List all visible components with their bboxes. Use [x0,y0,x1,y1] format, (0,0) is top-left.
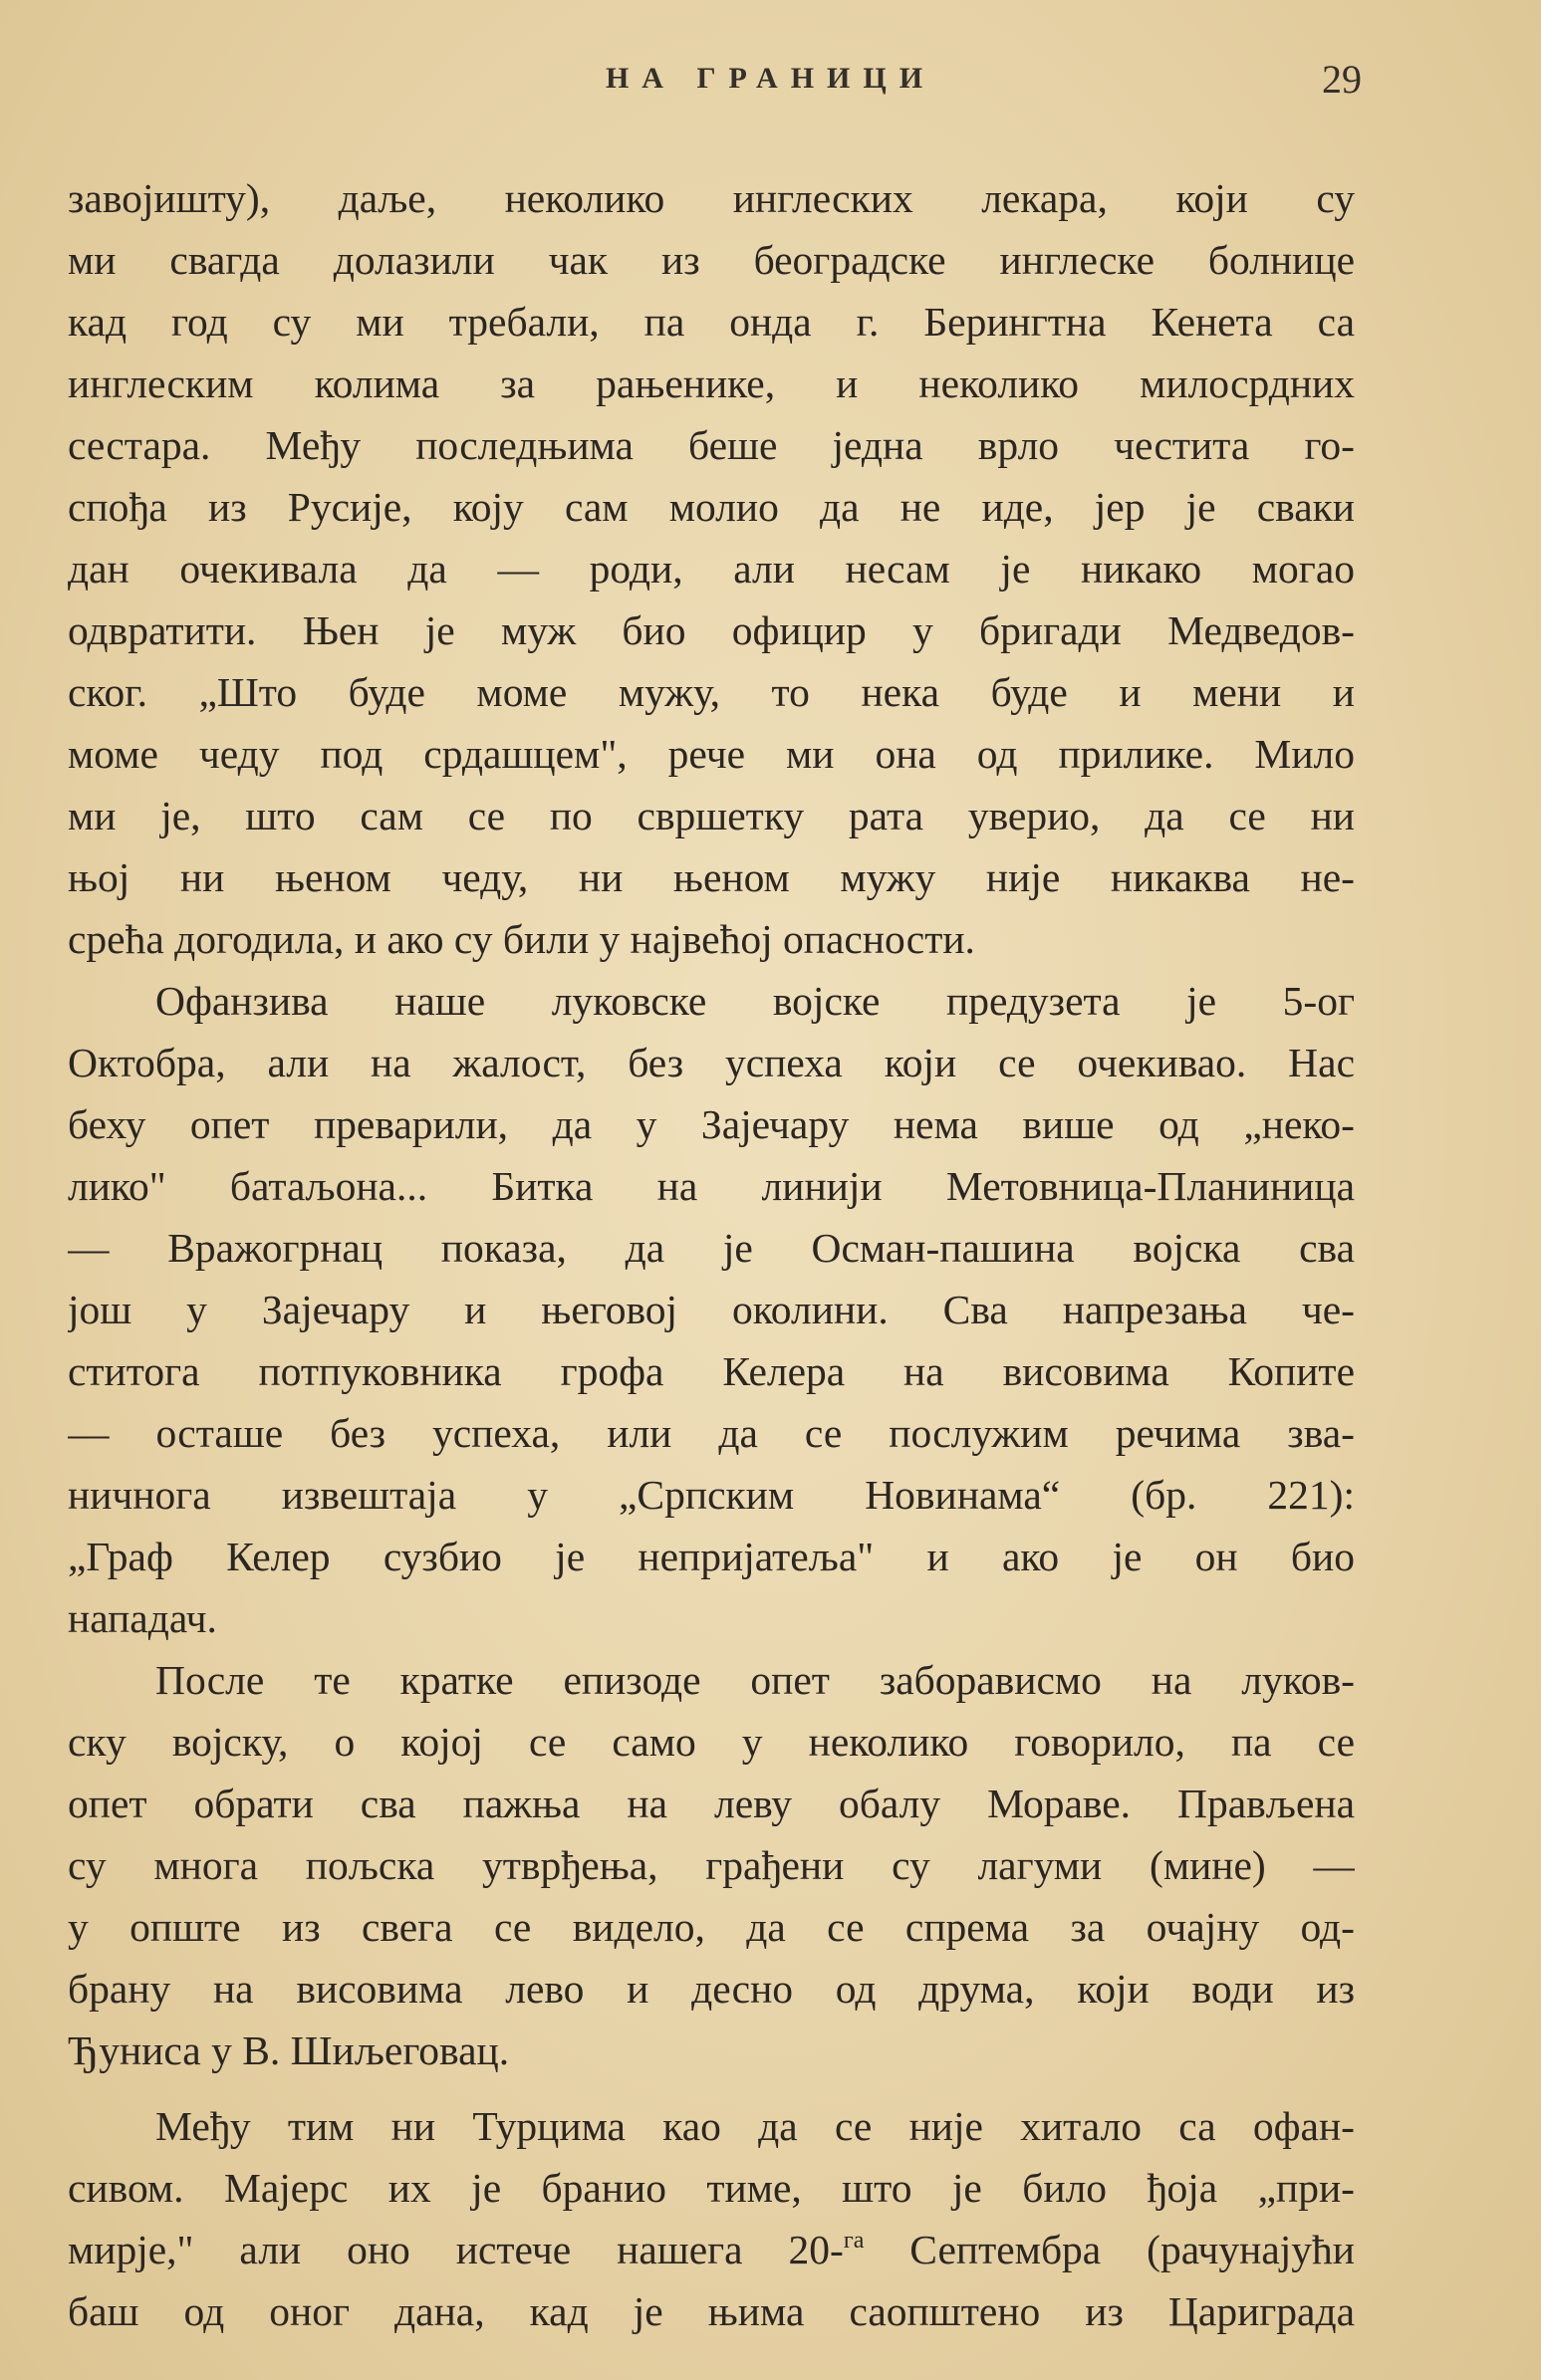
text-line: „Граф Келер сузбио је непријатеља" и ако је он био [68,1534,1355,1579]
paragraph [68,1649,1355,2081]
paragraph [68,2095,1355,2342]
text-line: завојишту), даље, неколико инглеских лекара, који су [68,175,1355,221]
text-fragment: мирје," али оно истече нашега 20- [68,2227,844,2272]
text-line: сивом. Мајерс их је бранио тиме, што је било ђоја „при- [68,2165,1355,2211]
text-line: лико" батаљона... Битка на линији Метовница-Планиница [68,1163,1355,1209]
text-line: сестара. Међу последњима беше једна врло честита го- [68,422,1355,468]
page-number: 29 [1322,57,1362,102]
paragraph-gap [68,2081,1355,2095]
text-line: ског. „Што буде моме мужу, то нека буде и мени и [68,669,1355,715]
text-line: ми свагда долазили чак из београдске инглеске болнице [68,237,1355,283]
superscript: га [843,2228,865,2254]
text-line: нападач. [68,1595,217,1641]
body-text [68,167,1355,2342]
text-line: Офанзива наше луковске војске предузета је 5-ог [155,978,1355,1024]
text-line: њој ни њеном чеду, ни њеном мужу није никаква не- [68,854,1355,900]
paragraph [68,167,1355,970]
text-line: беху опет преварили, да у Зајечару нема више од „неко- [68,1101,1355,1147]
text-line: спођа из Русије, коју сам молио да не иде, јер је сваки [68,484,1355,530]
text-line: — Вражогрнац показа, да је Осман-пашина војска сва [68,1225,1355,1271]
text-line: дан очекивала да — роди, али несам је никако могао [68,546,1355,592]
text-line: Ђуниса у В. Шиљеговац. [68,2027,510,2073]
text-line: опет обрати сва пажња на леву обалу Мораве. Прављена [68,1781,1355,1826]
text-line: Октобра, али на жалост, без успеха који се очекивао. Нас [68,1040,1355,1085]
text-line: баш од оног дана, кад је њима саопштено из Цариграда [68,2288,1355,2334]
text-line: су многа пољска утврђења, грађени су лагуми (мине) — [68,1842,1355,1888]
text-line: ми је, што сам се по свршетку рата уверио, да се ни [68,793,1355,838]
text-line: срећа догодила, и ако су били у највећој опасности. [68,916,975,962]
text-line: — осташе без успеха, или да се послужим речима зва- [68,1410,1355,1456]
text-line: ничнога извештаја у „Српским Новинама“ (бр. 221): [68,1472,1355,1518]
running-title: НА ГРАНИЦИ [605,62,936,95]
text-line: ститога потпуковника грофа Келера на висовима Копите [68,1348,1355,1394]
text-line-with-superscript [68,2219,1355,2280]
text-line: кад год су ми требали, па онда г. Берингтна Кенета са [68,299,1355,345]
running-head [0,57,1541,112]
text-line: у опште из свега се видело, да се спрема за очајну од- [68,1904,1355,1950]
text-line: одвратити. Њен је муж био официр у бригади Медведов- [68,607,1355,653]
text-fragment: Септембра (рачунајући [864,2227,1355,2272]
text-line: брану на висовима лево и десно од друма, који води из [68,1966,1355,2012]
paragraph [68,970,1355,1649]
text-line: ску војску, о којој се само у неколико говорило, па се [68,1719,1355,1765]
text-line: инглеским колима за рањенике, и неколико милосрдних [68,360,1355,406]
text-line: још у Зајечару и његовој околини. Сва напрезања че- [68,1287,1355,1332]
text-line: После те кратке епизоде опет заборависмо на луков- [155,1657,1355,1703]
text-line: моме чеду под срдашцем", рече ми она од прилике. Мило [68,731,1355,777]
text-line: Међу тим ни Турцима као да се није хитало са офан- [155,2103,1355,2149]
